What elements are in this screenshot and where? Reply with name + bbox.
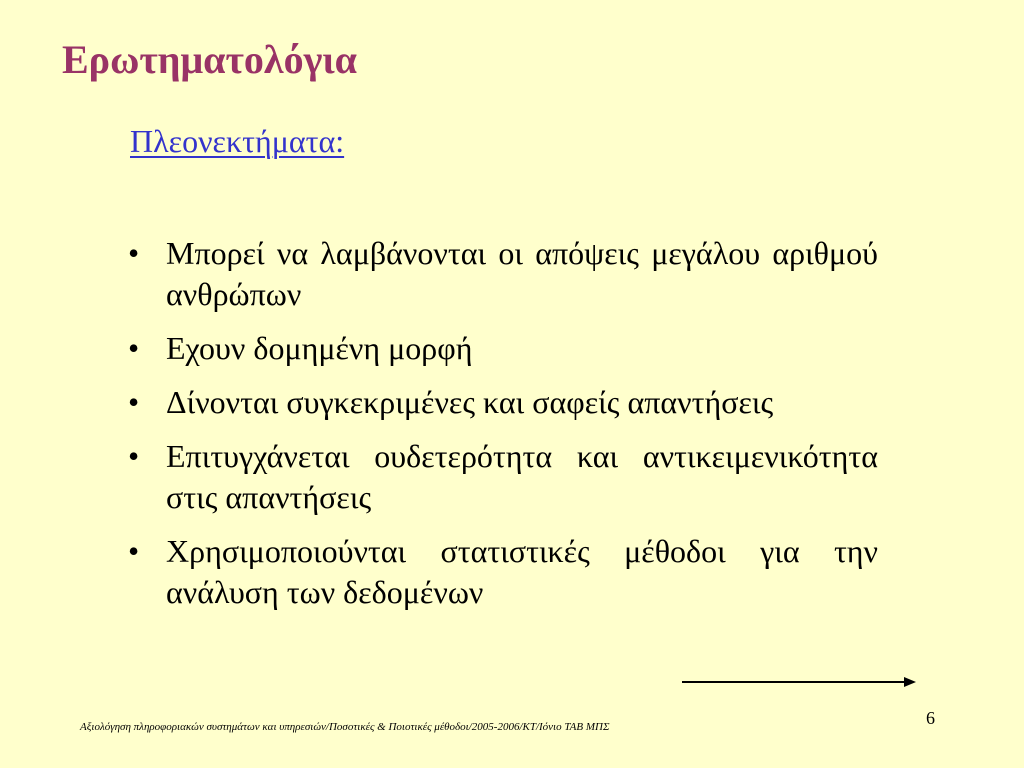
right-arrow-icon[interactable] <box>682 672 918 692</box>
bullet-text: Δίνονται συγκεκριμένες και σαφείς απαντήσεις <box>166 384 774 420</box>
bullet-text: Εχουν δομημένη μορφή <box>166 330 473 366</box>
bullet-item <box>128 233 878 315</box>
bullet-text: Χρησιμοποιούνται στατιστικές μέθοδοι για την ανάλυση των δεδομένων <box>166 533 878 610</box>
page-number: 6 <box>926 708 935 728</box>
bullet-dot: • <box>128 330 140 366</box>
bullet-list <box>128 233 878 626</box>
bullet-dot: • <box>128 533 140 569</box>
bullet-item <box>128 328 878 369</box>
bullet-text: Επιτυγχάνεται ουδετερότητα και αντικειμενικότητα στις απαντήσεις <box>166 438 878 515</box>
bullet-text: Μπορεί να λαμβάνονται οι απόψεις μεγάλου αριθμού ανθρώπων <box>166 235 878 312</box>
bullet-item <box>128 382 878 423</box>
bullet-item <box>128 436 878 518</box>
bullet-dot: • <box>128 438 140 474</box>
slide-footer: Αξιολόγηση πληροφοριακών συστημάτων και υπηρεσιών/Ποσοτικές & Ποιοτικές μέθοδοι/2005-2006/ΚΤ/Ιόνιο ΤΑΒ ΜΠΣ <box>80 721 610 733</box>
bullet-dot: • <box>128 235 140 271</box>
slide-subtitle: Πλεονεκτήματα: <box>130 123 345 159</box>
bullet-item <box>128 531 878 613</box>
bullet-dot: • <box>128 384 140 420</box>
slide-title: Ερωτηματολόγια <box>62 37 357 82</box>
